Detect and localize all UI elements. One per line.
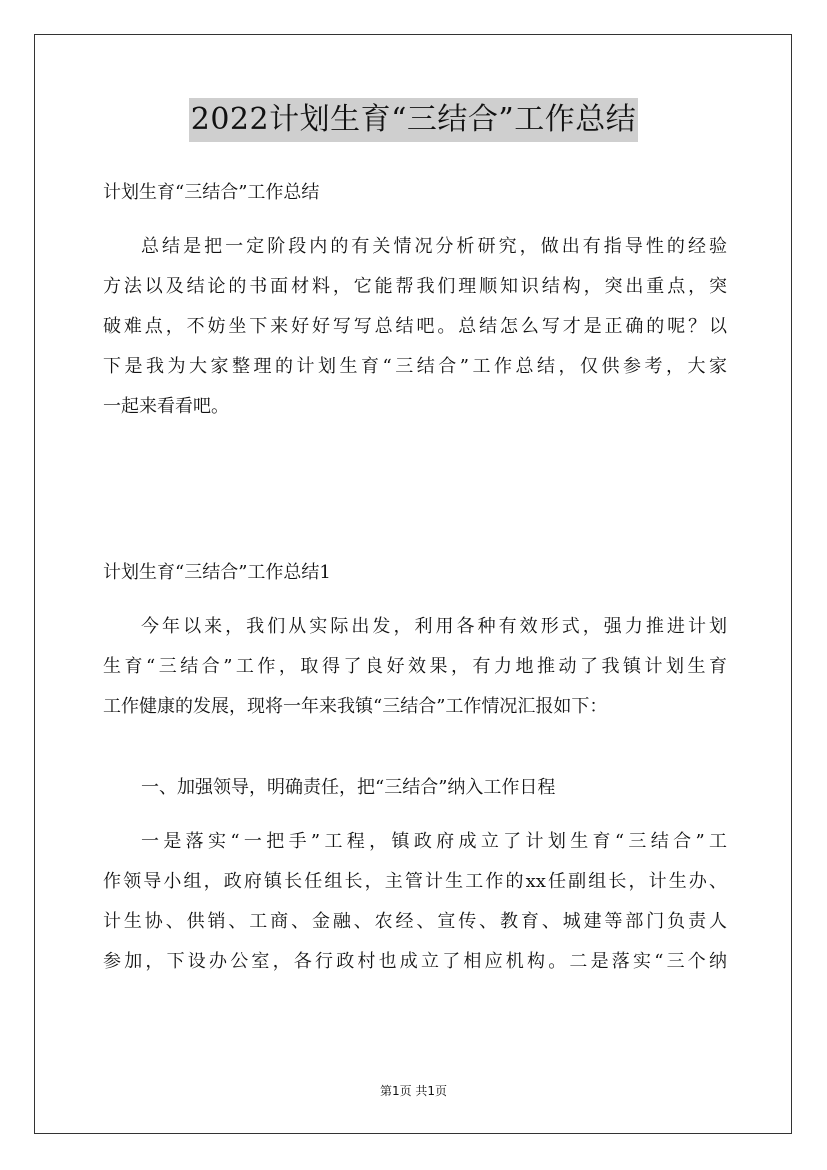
paragraph-line: 一是落实“一把手”工程，镇政府成立了计划生育“三结合”工 xyxy=(141,831,727,852)
document-subtitle: 计划生育“三结合”工作总结 xyxy=(103,182,320,203)
paragraph-line: 工作健康的发展，现将一年来我镇“三结合”工作情况汇报如下： xyxy=(103,696,608,717)
paragraph-line: 生育“三结合”工作，取得了良好效果，有力地推动了我镇计划生育 xyxy=(103,656,727,677)
paragraph-line: 作领导小组，政府镇长任组长，主管计生工作的xx任副组长，计生办、 xyxy=(103,871,727,892)
paragraph-line: 参加，下设办公室，各行政村也成立了相应机构。二是落实“三个纳 xyxy=(103,951,727,972)
section-paragraph-1 xyxy=(103,607,727,727)
paragraph-line: 今年以来，我们从实际出发，利用各种有效形式，强力推进计划 xyxy=(141,616,727,637)
document-title: 2022计划生育“三结合”工作总结 xyxy=(189,98,639,142)
title-container xyxy=(0,98,827,142)
intro-line: 破难点，不妨坐下来好好写写总结吧。总结怎么写才是正确的呢？以 xyxy=(103,316,727,337)
subheading-block xyxy=(103,768,727,808)
intro-line: 下是我为大家整理的计划生育“三结合”工作总结，仅供参考，大家 xyxy=(103,356,727,377)
page-footer: 第1页 共1页 xyxy=(379,1084,448,1098)
intro-line: 总结是把一定阶段内的有关情况分析研究，做出有指导性的经验 xyxy=(141,236,727,257)
section-heading: 计划生育“三结合”工作总结1 xyxy=(103,562,331,583)
section-heading-block xyxy=(103,553,727,593)
intro-line: 一起来看看吧。 xyxy=(103,396,229,417)
intro-paragraph xyxy=(103,227,727,427)
paragraph-line: 计生协、供销、工商、金融、农经、宣传、教育、城建等部门负责人 xyxy=(103,911,727,932)
sub-heading: 一、加强领导，明确责任，把“三结合”纳入工作日程 xyxy=(141,777,556,798)
subtitle-block xyxy=(103,173,727,213)
section-paragraph-2 xyxy=(103,822,727,982)
intro-line: 方法以及结论的书面材料，它能帮我们理顺知识结构，突出重点，突 xyxy=(103,276,727,297)
